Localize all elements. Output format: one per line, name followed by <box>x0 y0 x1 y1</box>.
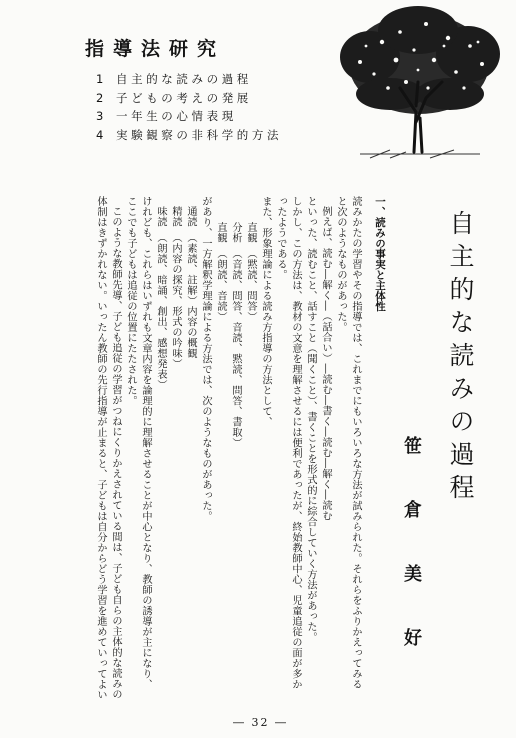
page-number: ― 32 ― <box>233 716 288 729</box>
contents-item <box>96 89 282 108</box>
author-name: 笹倉美好 <box>401 436 422 692</box>
body-column: 直観 （朗読、音読） <box>215 222 226 322</box>
tree-illustration <box>330 2 508 162</box>
contents-item-title: 子どもの考えの発展 <box>116 90 252 105</box>
body-column: ったようである。 <box>275 196 286 280</box>
contents-list <box>96 70 282 144</box>
contents-item-number: 1 <box>96 72 104 86</box>
article-headline: 自主的な読みの過程 <box>446 210 475 507</box>
body-column: けれども、これらはいずれも文章内容を論理的に理解させることが中心となり、教師の誘導が主になり、 <box>140 196 151 690</box>
contents-item <box>96 70 282 89</box>
body-column: このような教師先導、子ども追従の学習がつねにくりかえされている間は、子ども自らの主体的な読みの <box>110 206 121 700</box>
body-column: 通読 （素読、註解）内容の概観 <box>185 206 196 359</box>
contents-item-title: 自主的な読みの過程 <box>116 72 252 86</box>
body-column: と次のようなものがあった。 <box>335 196 346 333</box>
contents-item-number: 2 <box>96 90 104 105</box>
body-column: があり、一方解釈学理論による方法では、次のようなものがあった。 <box>200 196 211 522</box>
contents-item-title: 実験観察の非科学的方法 <box>116 127 283 142</box>
body-column: しかし、この方法は、教材の文意を理解させるには便利であったが、終始教師中心、児童追従の面が多か <box>290 196 301 690</box>
body-column: 分析 （音読、問答、音読、黙読、問答、書取） <box>230 222 241 448</box>
body-column: といった、読むこと、話すこと（聞くこと）、書くことを形式的に綜合していく方法があった。 <box>305 196 316 643</box>
tree-canopy <box>340 6 500 114</box>
contents-item <box>96 126 282 145</box>
ground-hatching <box>360 150 480 158</box>
body-column: 直観 （黙読、問答） <box>245 222 256 322</box>
series-title: 指導法研究 <box>85 38 226 60</box>
body-column: 体制はきずかれない。いったん教師の先行指導が止まると、子どもは自分からどう学習を進めていってよい <box>95 196 106 700</box>
section-heading: 一、読みの事実と主体性 <box>374 196 386 312</box>
contents-item <box>96 107 282 126</box>
body-column: また、形象理論による読み方指導の方法として、 <box>260 196 271 427</box>
body-column: 味読 （朗読、暗誦、創出、感想発表） <box>155 206 166 390</box>
contents-item-title: 一年生の心情表現 <box>116 109 237 124</box>
body-column: 精読 （内容の探究、形式の吟味） <box>170 206 181 369</box>
contents-item-number: 4 <box>96 127 104 142</box>
body-column: 読みかたの学習やその指導では、これまでにもいろいろな方法が試みられた。それらをふりかえってみる <box>350 196 361 690</box>
body-column: 例えば、読む―解く―（話合い）―読む―書く―読む―解く―読む <box>320 206 331 521</box>
contents-item-number: 3 <box>96 109 104 124</box>
body-column: ここでも子どもは追従の位置にたたされた。 <box>125 196 136 406</box>
